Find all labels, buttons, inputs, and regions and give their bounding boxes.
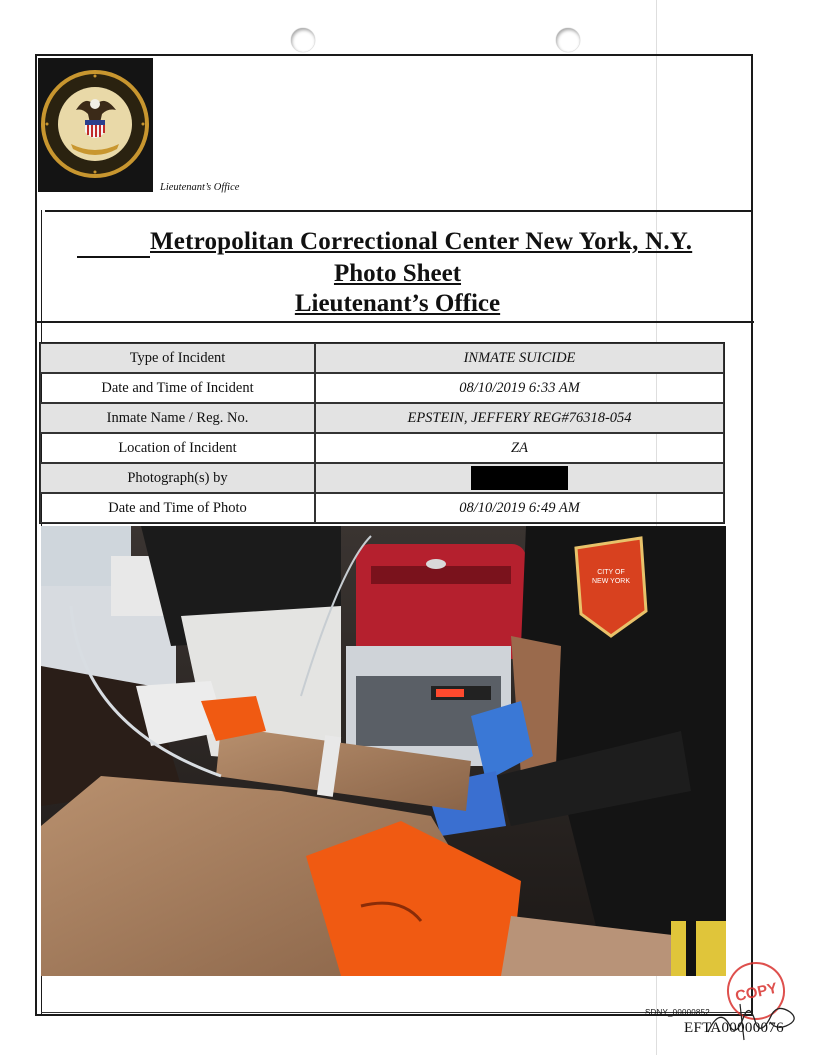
office-label: Lieutenant’s Office — [160, 182, 240, 193]
info-row — [40, 343, 724, 373]
incident-photo — [41, 526, 726, 976]
bates-number-large: EFTA00000076 — [684, 1020, 784, 1036]
info-row — [40, 433, 724, 463]
field-value: EPSTEIN, JEFFERY REG#76318-054 — [315, 403, 724, 433]
header-rule — [45, 210, 753, 212]
info-row — [40, 493, 724, 523]
field-value: ZA — [315, 433, 724, 463]
bates-number-small: SDNY_00000852 — [645, 1008, 710, 1017]
svg-text:CITY OF: CITY OF — [597, 569, 625, 576]
field-value — [315, 463, 724, 493]
doj-bop-seal — [38, 58, 153, 192]
field-value: INMATE SUICIDE — [315, 343, 724, 373]
punch-hole-right — [556, 28, 580, 52]
title-bottom-rule — [36, 321, 754, 323]
title-underline-lead — [77, 256, 150, 258]
facility-title: Metropolitan Correctional Center New York, N.Y. — [150, 228, 693, 255]
incident-info-table — [39, 342, 725, 524]
info-row — [40, 463, 724, 493]
info-row — [40, 373, 724, 403]
svg-text:NEW YORK: NEW YORK — [592, 578, 630, 585]
field-label: Date and Time of Incident — [40, 373, 315, 403]
field-label: Inmate Name / Reg. No. — [40, 403, 315, 433]
sheet-title: Photo Sheet — [333, 260, 462, 287]
redaction-block — [471, 466, 568, 490]
office-title: Lieutenant’s Office — [294, 290, 501, 317]
field-value: 08/10/2019 6:49 AM — [315, 493, 724, 523]
field-label: Photograph(s) by — [40, 463, 315, 493]
field-label: Type of Incident — [40, 343, 315, 373]
field-value: 08/10/2019 6:33 AM — [315, 373, 724, 403]
title-block — [40, 226, 755, 321]
copy-stamp: COPY — [722, 957, 791, 1026]
signature — [700, 996, 805, 1046]
field-label: Location of Incident — [40, 433, 315, 463]
field-label: Date and Time of Photo — [40, 493, 315, 523]
info-row — [40, 403, 724, 433]
punch-hole-left — [291, 28, 315, 52]
